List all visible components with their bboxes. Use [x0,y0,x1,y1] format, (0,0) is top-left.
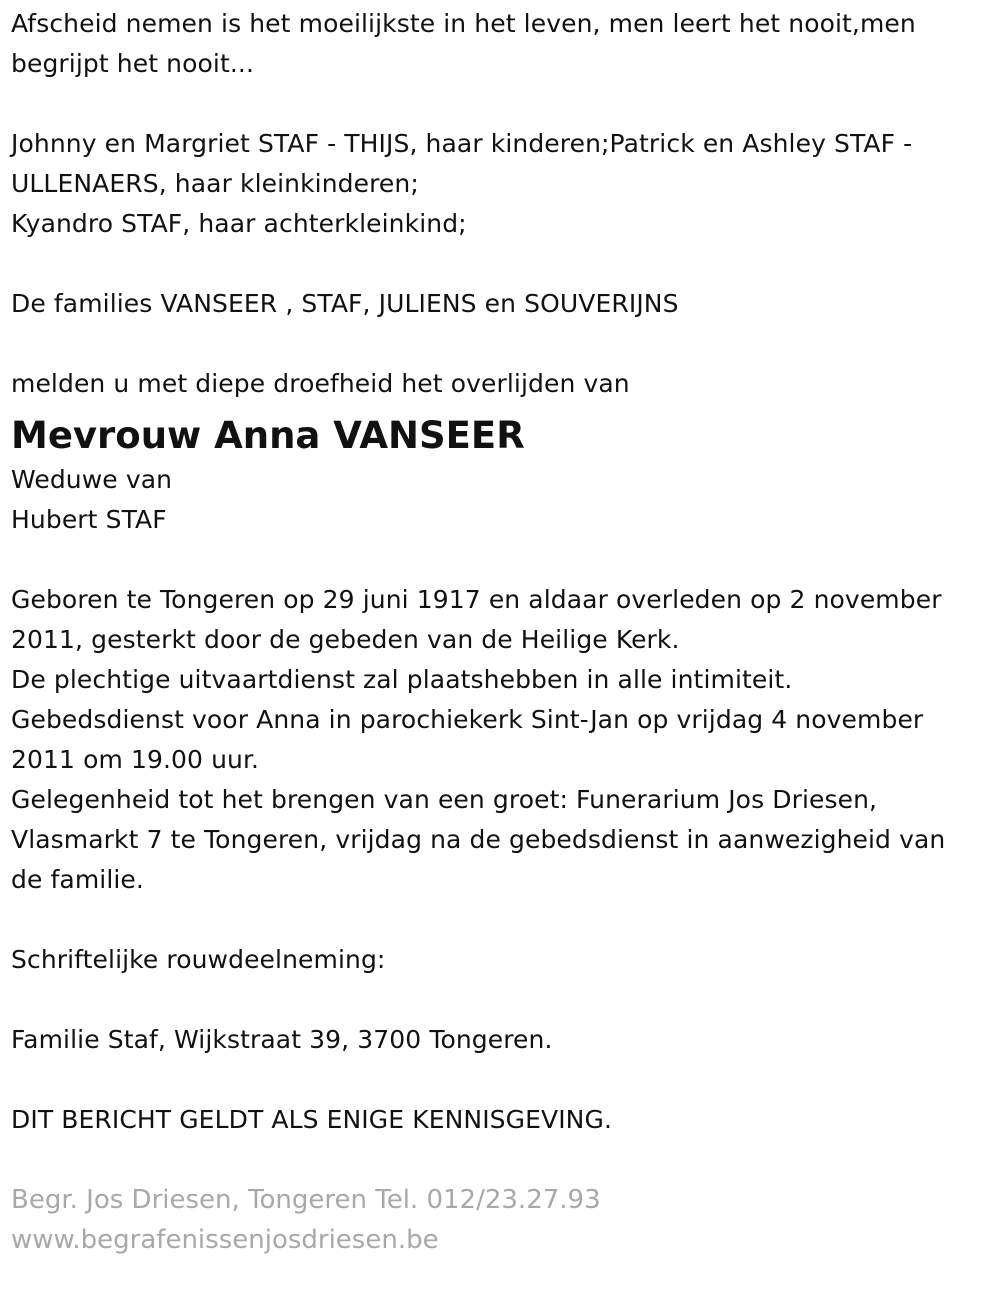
details-line: De plechtige uitvaartdienst zal plaatshebben in alle intimiteit. [11,665,793,694]
condolence-address: Familie Staf, Wijkstraat 39, 3700 Tongeren. [11,1025,553,1054]
details-line: Gebedsdienst voor Anna in parochiekerk Sint-Jan op vrijdag 4 november [11,705,924,734]
spacer [11,900,996,940]
family-line: ULLENAERS, haar kleinkinderen; [11,169,419,198]
details-line: Gelegenheid tot het brengen van een groet: Funerarium Jos Driesen, [11,785,878,814]
deceased-name: Mevrouw Anna VANSEER [11,414,525,457]
widow-of-label: Weduwe van [11,465,173,494]
undertaker-line: Begr. Jos Driesen, Tongeren Tel. 012/23.27.93 [11,1185,601,1215]
announcement-line: melden u met diepe droefheid het overlijden van [11,369,630,398]
spacer [11,980,996,1020]
family-block [11,124,996,244]
details-line: Vlasmarkt 7 te Tongeren, vrijdag na de gebedsdienst in aanwezigheid van [11,825,946,854]
details-block [11,580,996,900]
family-line: Johnny en Margriet STAF - THIJS, haar kinderen;Patrick en Ashley STAF - [11,129,913,158]
notice-line: DIT BERICHT GELDT ALS ENIGE KENNISGEVING. [11,1105,612,1134]
details-line: 2011, gesterkt door de gebeden van de Heilige Kerk. [11,625,680,654]
obituary-card [11,4,996,1260]
spacer [11,244,996,284]
quote-block [11,4,996,84]
family-line: Kyandro STAF, haar achterkleinkind; [11,209,467,238]
spacer [11,540,996,580]
website-link[interactable]: www.begrafenissenjosdriesen.be [11,1225,439,1255]
spacer [11,1140,996,1180]
details-line: 2011 om 19.00 uur. [11,745,260,774]
quote-line: Afscheid nemen is het moeilijkste in het leven, men leert het nooit,men [11,9,916,38]
spouse-name: Hubert STAF [11,505,167,534]
families-line: De families VANSEER , STAF, JULIENS en SOUVERIJNS [11,289,679,318]
spacer [11,324,996,364]
condolence-label: Schriftelijke rouwdeelneming: [11,945,386,974]
spacer [11,1060,996,1100]
details-line: de familie. [11,865,144,894]
quote-line: begrijpt het nooit... [11,49,255,78]
details-line: Geboren te Tongeren op 29 juni 1917 en aldaar overleden op 2 november [11,585,942,614]
spacer [11,84,996,124]
footer [11,1180,996,1260]
